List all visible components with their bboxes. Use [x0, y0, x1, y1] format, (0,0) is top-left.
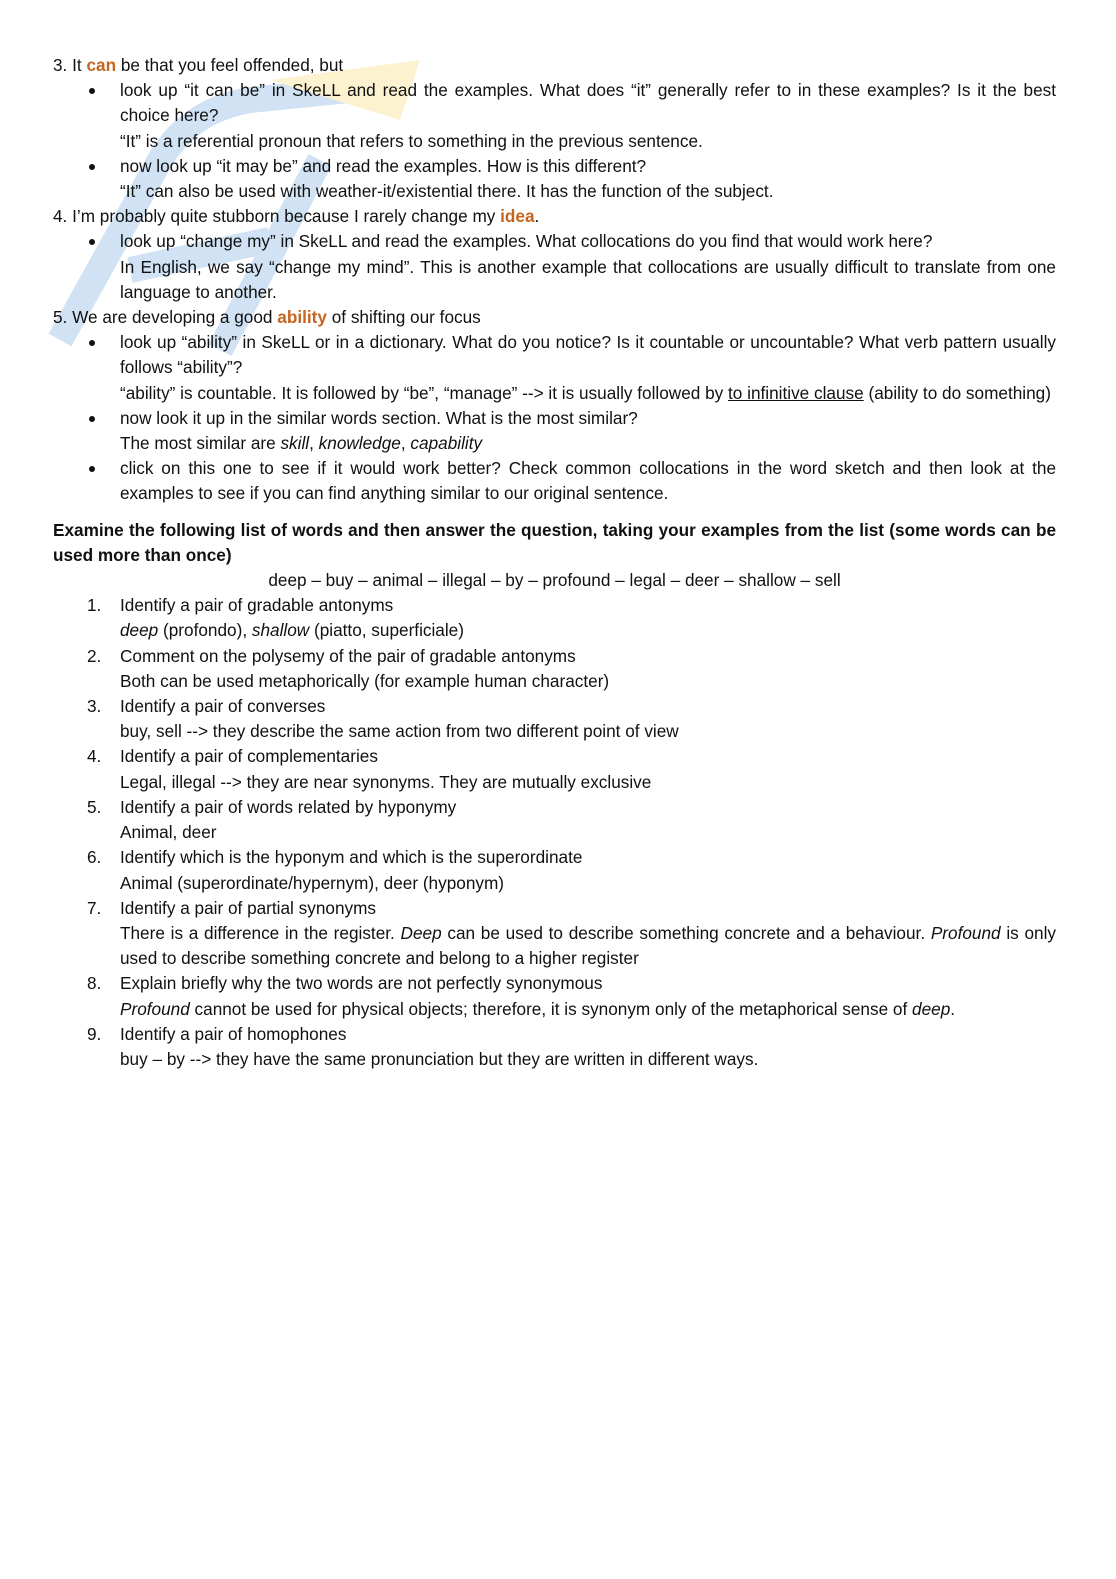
highlight-idea: idea — [500, 206, 535, 227]
bullet-answer: In English, we say “change my mind”. This is another example that collocations are usually difficult to translate from one language to another. — [120, 256, 1056, 302]
question-3: 3. Identify a pair of converses buy, sell --> they describe the same action from two different point of view — [53, 694, 1056, 744]
bullet-answer: “It” is a referential pronoun that refers to something in the previous sentence. — [120, 130, 703, 151]
question-text: Identify a pair of words related by hyponymy — [120, 796, 457, 817]
item-5-bullet-1 — [53, 330, 1056, 406]
question-6: 6. Identify which is the hyponym and which is the superordinate Animal (superordinate/hypernym), deer (hyponym) — [53, 845, 1056, 895]
exercise-heading: Examine the following list of words and then answer the question, taking your examples from the list (some words can be used more than once) — [53, 519, 1056, 565]
bullet-question: look up “it can be” in SkeLL and read the examples. What does “it” generally refer to in these examples? Is it the best choice here? — [120, 80, 1056, 126]
question-2: 2. Comment on the polysemy of the pair of gradable antonyms Both can be used metaphorically (for example human character) — [53, 644, 1056, 694]
question-9: 9. Identify a pair of homophones buy – by --> they have the same pronunciation but they are written in different ways. — [53, 1022, 1056, 1072]
answer-text: deep (profondo), shallow (piatto, superficiale) — [120, 620, 464, 641]
document-body — [53, 53, 1056, 1072]
bullet-question: now look up “it may be” and read the examples. How is this different? — [120, 155, 647, 176]
item-3-bullet-2 — [53, 154, 1056, 204]
item-5: 5. We are developing a good ability of shifting our focus — [53, 307, 481, 328]
question-text: Identify a pair of gradable antonyms — [120, 595, 394, 616]
question-text: Explain briefly why the two words are not perfectly synonymous — [120, 973, 603, 994]
bullet-icon — [89, 239, 95, 245]
question-4: 4. Identify a pair of complementaries Legal, illegal --> they are near synonyms. They are mutually exclusive — [53, 744, 1056, 794]
question-text: Identify which is the hyponym and which is the superordinate — [120, 847, 583, 868]
answer-text: Legal, illegal --> they are near synonyms. They are mutually exclusive — [120, 771, 652, 792]
question-text: Identify a pair of complementaries — [120, 746, 378, 767]
question-7: 7. Identify a pair of partial synonyms There is a difference in the register. Deep can be used to describe something concrete and a behaviour. Profound is only used to describe something concrete and belong to a higher register — [53, 896, 1056, 972]
item-4-bullet-1 — [53, 229, 1056, 305]
answer-text: Animal, deer — [120, 822, 217, 843]
word-list: deep – buy – animal – illegal – by – profound – legal – deer – shallow – sell — [268, 570, 841, 591]
bullet-question: click on this one to see if it would work better? Check common collocations in the word sketch and then look at the examples to see if you can find anything similar to our original sentence. — [120, 458, 1056, 504]
bullet-answer: “ability” is countable. It is followed by “be”, “manage” --> it is usually followed by to infinitive clause (ability to do something) — [120, 382, 1051, 403]
bullet-question: look up “ability” in SkeLL or in a dictionary. What do you notice? Is it countable or uncountable? What verb pattern usually follows “ability”? — [120, 332, 1056, 378]
answer-text: There is a difference in the register. Deep can be used to describe something concrete and a behaviour. Profound is only used to describe something concrete and belong to a higher register — [120, 922, 1056, 969]
bullet-question: now look it up in the similar words section. What is the most similar? — [120, 407, 638, 428]
item-5-bullet-3 — [53, 456, 1056, 506]
answer-text: Profound cannot be used for physical objects; therefore, it is synonym only of the metaphorical sense of deep. — [120, 998, 956, 1019]
bullet-icon — [89, 88, 95, 94]
question-text: Comment on the polysemy of the pair of gradable antonyms — [120, 645, 576, 666]
highlight-can: can — [86, 55, 117, 75]
item-3-bullet-1 — [53, 78, 1056, 154]
question-text: Identify a pair of homophones — [120, 1023, 347, 1044]
question-text: Identify a pair of converses — [120, 696, 326, 717]
item-3: 3. It can be that you feel offended, but — [53, 55, 344, 75]
answer-text: Animal (superordinate/hypernym), deer (hyponym) — [120, 872, 505, 893]
bullet-icon — [89, 466, 95, 472]
question-5: 5. Identify a pair of words related by hyponymy Animal, deer — [53, 795, 1056, 845]
bullet-icon — [89, 164, 95, 170]
underlined-term: to infinitive clause — [728, 382, 864, 403]
answer-text: Both can be used metaphorically (for example human character) — [120, 670, 610, 691]
question-8: 8. Explain briefly why the two words are not perfectly synonymous Profound cannot be used for physical objects; therefore, it is synonym only of the metaphorical sense of deep. — [53, 971, 1056, 1021]
bullet-question: look up “change my” in SkeLL and read the examples. What collocations do you find that would work here? — [120, 231, 933, 252]
bullet-answer: The most similar are skill, knowledge, capability — [120, 433, 483, 454]
bullet-icon — [89, 416, 95, 422]
answer-text: buy – by --> they have the same pronunciation but they are written in different ways. — [120, 1048, 759, 1069]
question-1: 1. Identify a pair of gradable antonyms deep (profondo), shallow (piatto, superficiale) — [53, 593, 1056, 643]
answer-text: buy, sell --> they describe the same action from two different point of view — [120, 721, 679, 742]
highlight-ability: ability — [277, 307, 327, 328]
item-5-bullet-2 — [53, 406, 1056, 456]
bullet-icon — [89, 340, 95, 346]
bullet-answer: “It” can also be used with weather-it/existential there. It has the function of the subject. — [120, 181, 774, 202]
question-text: Identify a pair of partial synonyms — [120, 897, 377, 918]
item-4: 4. I’m probably quite stubborn because I rarely change my idea. — [53, 206, 540, 227]
